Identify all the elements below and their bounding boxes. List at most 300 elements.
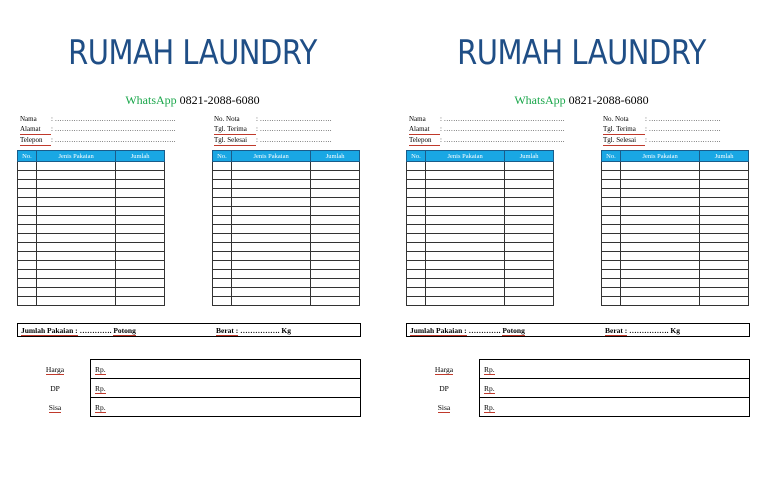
table-row (407, 288, 554, 297)
table-cell[interactable] (18, 243, 37, 252)
table-cell[interactable] (602, 288, 621, 297)
table-cell[interactable] (602, 189, 621, 198)
total-items-line: …………. (468, 326, 501, 335)
table-cell[interactable] (116, 288, 165, 297)
laundry-form-right (404, 0, 759, 501)
table-header-cell: Jenis Pakaian (425, 151, 504, 162)
customer-field-label: Telepon (20, 135, 51, 146)
price-value-cell[interactable] (480, 398, 750, 417)
table-cell[interactable] (602, 171, 621, 180)
table-cell[interactable] (311, 216, 360, 225)
whatsapp-number: 0821-2088-6080 (568, 93, 649, 107)
table-cell[interactable] (700, 189, 749, 198)
customer-field-label: Nama (20, 115, 37, 123)
table-cell[interactable] (505, 180, 554, 189)
table-cell[interactable] (505, 261, 554, 270)
table-cell[interactable] (602, 162, 621, 171)
table-header-cell: No. (407, 151, 426, 162)
table-header-cell: Jenis Pakaian (620, 151, 699, 162)
table-cell[interactable] (602, 270, 621, 279)
table-header-cell: Jumlah (311, 151, 360, 162)
table-cell[interactable] (620, 225, 699, 234)
order-field-row[interactable] (214, 135, 331, 146)
price-value-cell[interactable] (91, 360, 361, 379)
table-cell[interactable] (505, 189, 554, 198)
table-cell[interactable] (116, 234, 165, 243)
customer-field-row[interactable] (20, 114, 175, 124)
table-cell[interactable] (620, 180, 699, 189)
table-cell[interactable] (700, 225, 749, 234)
table-cell[interactable] (602, 252, 621, 261)
table-cell[interactable] (116, 252, 165, 261)
customer-field-row[interactable] (409, 135, 564, 146)
total-items-label: Jumlah Pakaian : (410, 326, 467, 335)
table-cell[interactable] (425, 189, 504, 198)
table-cell[interactable] (602, 207, 621, 216)
table-cell[interactable] (36, 216, 115, 225)
table-row (602, 270, 749, 279)
table-row (18, 162, 165, 171)
table-cell[interactable] (620, 198, 699, 207)
table-cell[interactable] (311, 207, 360, 216)
table-cell[interactable] (505, 162, 554, 171)
table-cell[interactable] (407, 297, 426, 306)
table-cell[interactable] (36, 207, 115, 216)
table-cell[interactable] (620, 171, 699, 180)
table-row (602, 279, 749, 288)
table-cell[interactable] (311, 162, 360, 171)
price-labels (25, 360, 85, 417)
table-row (602, 225, 749, 234)
table-cell[interactable] (116, 279, 165, 288)
table-cell[interactable] (620, 252, 699, 261)
table-cell[interactable] (602, 234, 621, 243)
table-cell[interactable] (18, 198, 37, 207)
price-label: Sisa (437, 403, 451, 412)
customer-field-row[interactable] (409, 114, 564, 124)
table-cell[interactable] (231, 279, 310, 288)
table-cell[interactable] (602, 198, 621, 207)
weight-field[interactable] (216, 326, 291, 335)
table-cell[interactable] (407, 279, 426, 288)
table-cell[interactable] (18, 288, 37, 297)
order-field-label: Tgl. Terima (603, 124, 645, 135)
table-cell[interactable] (620, 162, 699, 171)
table-header-cell: No. (602, 151, 621, 162)
price-row (480, 379, 750, 398)
table-cell[interactable] (407, 252, 426, 261)
table-cell[interactable] (407, 261, 426, 270)
table-cell[interactable] (407, 189, 426, 198)
table-cell[interactable] (18, 279, 37, 288)
table-cell[interactable] (116, 198, 165, 207)
weight-unit: Kg (281, 326, 291, 335)
table-cell[interactable] (425, 261, 504, 270)
table-cell[interactable] (213, 288, 232, 297)
table-row (213, 297, 360, 306)
table-cell[interactable] (602, 297, 621, 306)
table-cell[interactable] (213, 234, 232, 243)
table-cell[interactable] (602, 180, 621, 189)
table-cell[interactable] (407, 162, 426, 171)
price-value-cell[interactable] (480, 360, 750, 379)
table-row (18, 297, 165, 306)
table-cell[interactable] (36, 297, 115, 306)
table-row (18, 171, 165, 180)
table-cell[interactable] (231, 234, 310, 243)
table-cell[interactable] (407, 270, 426, 279)
price-value: Rp. (484, 364, 495, 374)
table-cell[interactable] (407, 171, 426, 180)
table-cell[interactable] (425, 180, 504, 189)
table-cell[interactable] (213, 270, 232, 279)
table-cell[interactable] (18, 189, 37, 198)
table-row (213, 207, 360, 216)
order-field-label: Tgl. Terima (214, 124, 256, 135)
customer-field-label: Telepon (409, 135, 440, 146)
table-cell[interactable] (311, 270, 360, 279)
order-field-line: : …………………………. (645, 125, 721, 133)
table-cell[interactable] (620, 270, 699, 279)
table-cell[interactable] (700, 270, 749, 279)
table-cell[interactable] (425, 252, 504, 261)
table-row (407, 279, 554, 288)
table-cell[interactable] (231, 270, 310, 279)
table-cell[interactable] (36, 180, 115, 189)
table-cell[interactable] (311, 234, 360, 243)
table-row (18, 189, 165, 198)
table-cell[interactable] (505, 171, 554, 180)
table-cell[interactable] (620, 234, 699, 243)
table-cell[interactable] (602, 216, 621, 225)
total-items-unit: Potong (502, 326, 525, 335)
order-info (603, 114, 720, 146)
table-cell[interactable] (407, 234, 426, 243)
table-cell[interactable] (231, 216, 310, 225)
table-header-cell: Jumlah (505, 151, 554, 162)
table-row (213, 180, 360, 189)
table-cell[interactable] (231, 180, 310, 189)
table-cell[interactable] (700, 180, 749, 189)
table-cell[interactable] (18, 234, 37, 243)
table-cell[interactable] (505, 216, 554, 225)
customer-field-line: : ……………………………………………. (440, 115, 565, 123)
table-cell[interactable] (116, 180, 165, 189)
table-cell[interactable] (116, 225, 165, 234)
table-cell[interactable] (36, 171, 115, 180)
table-cell[interactable] (407, 288, 426, 297)
total-items-field[interactable] (21, 326, 136, 335)
table-cell[interactable] (700, 216, 749, 225)
table-cell[interactable] (231, 261, 310, 270)
customer-field-row[interactable] (20, 124, 175, 135)
table-cell[interactable] (425, 270, 504, 279)
table-cell[interactable] (213, 252, 232, 261)
items-table (17, 150, 165, 306)
table-cell[interactable] (311, 243, 360, 252)
table-cell[interactable] (425, 234, 504, 243)
price-value-cell[interactable] (91, 398, 361, 417)
table-cell[interactable] (505, 279, 554, 288)
table-cell[interactable] (311, 279, 360, 288)
table-cell[interactable] (700, 234, 749, 243)
table-cell[interactable] (700, 198, 749, 207)
table-cell[interactable] (311, 288, 360, 297)
table-cell[interactable] (425, 216, 504, 225)
table-cell[interactable] (505, 225, 554, 234)
table-row (407, 207, 554, 216)
table-cell[interactable] (213, 243, 232, 252)
table-row (407, 198, 554, 207)
table-cell[interactable] (36, 252, 115, 261)
table-cell[interactable] (620, 261, 699, 270)
table-cell[interactable] (602, 279, 621, 288)
table-cell[interactable] (231, 252, 310, 261)
table-cell[interactable] (213, 162, 232, 171)
total-items-unit: Potong (113, 326, 136, 335)
table-cell[interactable] (36, 279, 115, 288)
weight-unit: Kg (670, 326, 680, 335)
table-cell[interactable] (116, 207, 165, 216)
customer-field-row[interactable] (20, 135, 175, 146)
table-cell[interactable] (213, 207, 232, 216)
table-cell[interactable] (407, 207, 426, 216)
table-cell[interactable] (18, 162, 37, 171)
table-cell[interactable] (18, 207, 37, 216)
table-cell[interactable] (213, 225, 232, 234)
table-cell[interactable] (602, 243, 621, 252)
price-value: Rp. (95, 383, 106, 393)
table-cell[interactable] (425, 225, 504, 234)
table-cell[interactable] (213, 279, 232, 288)
table-cell[interactable] (18, 171, 37, 180)
table-cell[interactable] (700, 279, 749, 288)
table-cell[interactable] (700, 297, 749, 306)
table-cell[interactable] (231, 189, 310, 198)
table-cell[interactable] (425, 198, 504, 207)
table-cell[interactable] (213, 189, 232, 198)
table-cell[interactable] (620, 216, 699, 225)
table-cell[interactable] (36, 189, 115, 198)
table-cell[interactable] (116, 216, 165, 225)
table-cell[interactable] (620, 297, 699, 306)
table-cell[interactable] (18, 270, 37, 279)
table-cell[interactable] (505, 198, 554, 207)
table-row (18, 243, 165, 252)
table-row (602, 252, 749, 261)
table-row (407, 234, 554, 243)
weight-field[interactable] (605, 326, 680, 335)
table-cell[interactable] (311, 171, 360, 180)
table-row (18, 279, 165, 288)
title-reflection-decoration (15, 68, 370, 84)
table-cell[interactable] (18, 261, 37, 270)
order-field-row[interactable] (214, 114, 331, 124)
table-cell[interactable] (407, 198, 426, 207)
price-label: Harga (45, 365, 65, 374)
order-field-label: No. Nota (214, 115, 240, 123)
table-cell[interactable] (116, 261, 165, 270)
table-cell[interactable] (311, 225, 360, 234)
table-cell[interactable] (116, 189, 165, 198)
table-cell[interactable] (116, 171, 165, 180)
price-value-cell[interactable] (480, 379, 750, 398)
table-cell[interactable] (36, 225, 115, 234)
table-cell[interactable] (505, 270, 554, 279)
table-cell[interactable] (505, 252, 554, 261)
table-cell[interactable] (36, 162, 115, 171)
table-cell[interactable] (18, 180, 37, 189)
table-cell[interactable] (311, 252, 360, 261)
table-cell[interactable] (407, 243, 426, 252)
table-cell[interactable] (36, 243, 115, 252)
order-field-line: : …………………………. (645, 136, 721, 144)
table-cell[interactable] (231, 288, 310, 297)
table-cell[interactable] (231, 225, 310, 234)
table-cell[interactable] (505, 288, 554, 297)
order-info (214, 114, 331, 146)
table-cell[interactable] (700, 162, 749, 171)
table-cell[interactable] (18, 297, 37, 306)
table-cell[interactable] (116, 243, 165, 252)
table-cell[interactable] (213, 180, 232, 189)
price-row (91, 360, 361, 379)
table-cell[interactable] (505, 297, 554, 306)
table-cell[interactable] (700, 261, 749, 270)
table-cell[interactable] (213, 216, 232, 225)
table-cell[interactable] (311, 189, 360, 198)
table-cell[interactable] (18, 216, 37, 225)
table-cell[interactable] (407, 180, 426, 189)
price-table (479, 359, 750, 417)
table-cell[interactable] (18, 225, 37, 234)
table-cell[interactable] (231, 198, 310, 207)
table-cell[interactable] (311, 180, 360, 189)
price-label: DP (439, 384, 449, 393)
table-cell[interactable] (700, 171, 749, 180)
table-cell[interactable] (116, 270, 165, 279)
table-cell[interactable] (700, 252, 749, 261)
table-cell[interactable] (116, 162, 165, 171)
order-field-line: : …………………………. (256, 136, 332, 144)
summary-box (17, 323, 361, 337)
table-row (18, 207, 165, 216)
table-cell[interactable] (213, 171, 232, 180)
table-cell[interactable] (36, 270, 115, 279)
table-cell[interactable] (116, 297, 165, 306)
table-row (213, 279, 360, 288)
order-field-row[interactable] (603, 114, 720, 124)
price-label: Harga (434, 365, 454, 374)
table-cell[interactable] (700, 288, 749, 297)
customer-info (20, 114, 175, 146)
whatsapp-contact (404, 93, 759, 108)
order-field-label: No. Nota (603, 115, 629, 123)
table-row (602, 162, 749, 171)
table-cell[interactable] (425, 162, 504, 171)
customer-field-line: : ……………………………………………. (440, 136, 565, 144)
table-cell[interactable] (36, 198, 115, 207)
table-cell[interactable] (620, 189, 699, 198)
order-field-label: Tgl. Selesai (603, 135, 645, 146)
table-cell[interactable] (505, 207, 554, 216)
table-cell[interactable] (425, 243, 504, 252)
order-field-line: : …………………………. (256, 115, 332, 123)
whatsapp-number: 0821-2088-6080 (179, 93, 260, 107)
table-row (407, 261, 554, 270)
table-header-cell: Jenis Pakaian (231, 151, 310, 162)
table-cell[interactable] (602, 225, 621, 234)
table-row (18, 288, 165, 297)
table-cell[interactable] (620, 243, 699, 252)
price-value: Rp. (484, 402, 495, 412)
price-value: Rp. (484, 383, 495, 393)
table-cell[interactable] (407, 216, 426, 225)
customer-field-label: Alamat (409, 124, 440, 135)
table-cell[interactable] (505, 243, 554, 252)
table-cell[interactable] (18, 252, 37, 261)
table-cell[interactable] (231, 297, 310, 306)
table-cell[interactable] (425, 171, 504, 180)
table-row (18, 261, 165, 270)
table-cell[interactable] (311, 198, 360, 207)
table-cell[interactable] (425, 279, 504, 288)
table-cell[interactable] (620, 279, 699, 288)
table-header-cell: No. (18, 151, 37, 162)
table-row (213, 198, 360, 207)
table-cell[interactable] (505, 234, 554, 243)
table-cell[interactable] (231, 162, 310, 171)
table-cell[interactable] (231, 207, 310, 216)
customer-field-line: : ……………………………………………. (440, 125, 565, 133)
order-field-row[interactable] (214, 124, 331, 135)
customer-field-row[interactable] (409, 124, 564, 135)
table-cell[interactable] (620, 207, 699, 216)
table-cell[interactable] (213, 198, 232, 207)
table-cell[interactable] (36, 261, 115, 270)
table-cell[interactable] (213, 261, 232, 270)
table-cell[interactable] (36, 234, 115, 243)
table-cell[interactable] (311, 261, 360, 270)
table-cell[interactable] (425, 297, 504, 306)
whatsapp-contact (15, 93, 370, 108)
order-field-row[interactable] (603, 124, 720, 135)
total-items-field[interactable] (410, 326, 525, 335)
title-reflection-decoration (404, 68, 759, 84)
table-cell[interactable] (213, 297, 232, 306)
table-cell[interactable] (425, 288, 504, 297)
table-row (407, 162, 554, 171)
price-label: DP (50, 384, 60, 393)
price-value-cell[interactable] (91, 379, 361, 398)
table-cell[interactable] (425, 207, 504, 216)
table-cell[interactable] (620, 288, 699, 297)
order-field-row[interactable] (603, 135, 720, 146)
table-cell[interactable] (311, 297, 360, 306)
table-cell[interactable] (36, 288, 115, 297)
table-cell[interactable] (602, 261, 621, 270)
table-row (213, 243, 360, 252)
table-row (602, 234, 749, 243)
table-row (213, 171, 360, 180)
table-cell[interactable] (231, 171, 310, 180)
table-cell[interactable] (231, 243, 310, 252)
table-header-cell: No. (213, 151, 232, 162)
table-header-cell: Jumlah (700, 151, 749, 162)
table-cell[interactable] (407, 225, 426, 234)
table-cell[interactable] (700, 243, 749, 252)
table-cell[interactable] (700, 207, 749, 216)
